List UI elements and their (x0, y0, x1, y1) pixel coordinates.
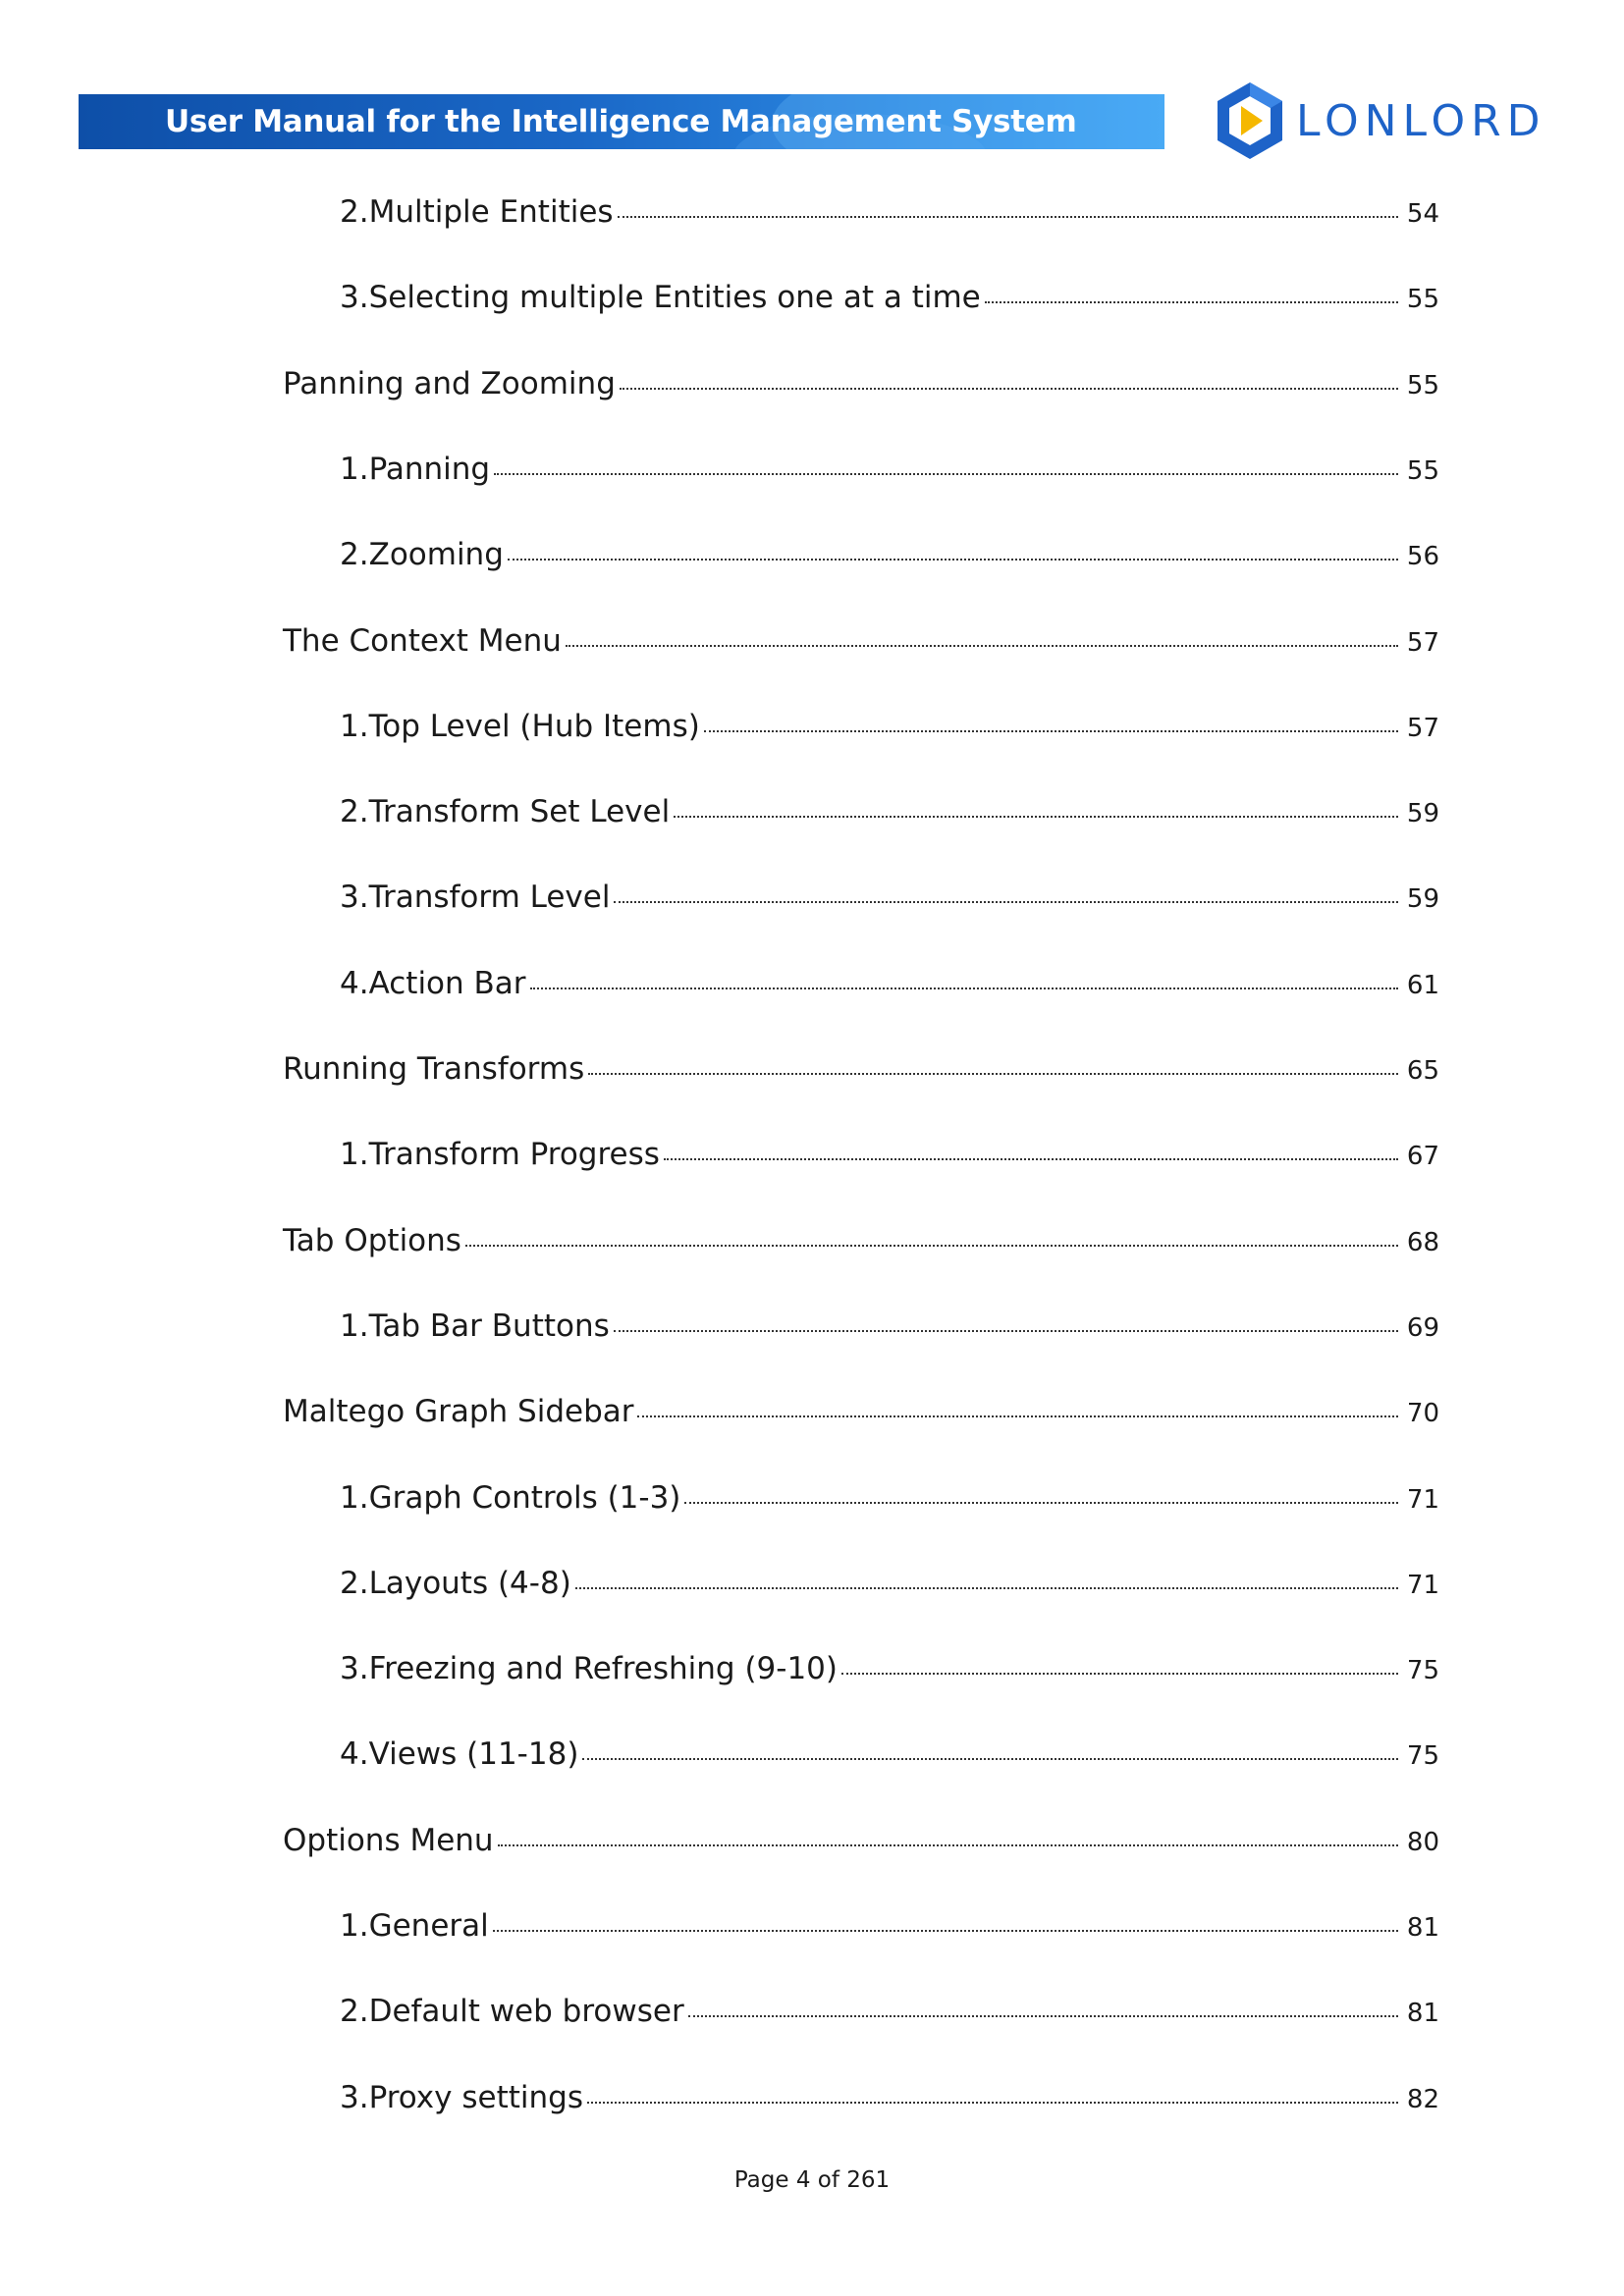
toc-entry-page-number: 65 (1406, 1056, 1439, 1086)
toc-entry-page-number: 57 (1406, 713, 1439, 743)
toc-entry-page-number: 55 (1406, 455, 1439, 486)
toc-entry[interactable] (340, 880, 1439, 923)
toc-entry-page-number: 71 (1406, 1484, 1439, 1515)
toc-entry[interactable] (283, 1823, 1439, 1866)
toc-entry-title: 2.Transform Set Level (340, 794, 671, 830)
dot-leader (575, 1586, 1398, 1589)
dot-leader (674, 815, 1398, 818)
toc-entry-title: 1.Transform Progress (340, 1137, 660, 1173)
header-banner (79, 94, 1164, 149)
lonlord-logo (1214, 80, 1567, 161)
toc-entry-title: Running Transforms (283, 1051, 585, 1087)
dot-leader (664, 1157, 1398, 1160)
toc-entry-title: 1.Panning (340, 451, 491, 487)
toc-entry-title: 3.Freezing and Refreshing (9-10) (340, 1651, 839, 1687)
toc-entry-page-number: 57 (1406, 627, 1439, 658)
toc-entry-title: Maltego Graph Sidebar (283, 1394, 634, 1430)
toc-entry-page-number: 71 (1406, 1570, 1439, 1600)
toc-entry-page-number: 81 (1406, 1999, 1439, 2029)
dot-leader (508, 558, 1398, 561)
toc-entry[interactable] (283, 1394, 1439, 1437)
toc-entry[interactable] (340, 709, 1439, 752)
toc-entry-page-number: 80 (1406, 1827, 1439, 1857)
toc-entry-title: 1.Graph Controls (1-3) (340, 1479, 681, 1516)
toc-entry[interactable] (340, 1480, 1439, 1523)
toc-entry[interactable] (340, 1908, 1439, 1951)
toc-entry-title: 4.Views (11-18) (340, 1736, 579, 1773)
toc-entry-title: 3.Proxy settings (340, 2079, 583, 2115)
dot-leader (582, 1757, 1398, 1760)
toc-entry[interactable] (340, 1566, 1439, 1609)
document-title: User Manual for the Intelligence Management System (165, 104, 1077, 139)
toc-entry-page-number: 55 (1406, 285, 1439, 315)
toc-entry[interactable] (340, 280, 1439, 323)
toc-entry[interactable] (340, 194, 1439, 238)
toc-entry-page-number: 59 (1406, 799, 1439, 829)
toc-entry[interactable] (340, 452, 1439, 495)
dot-leader (587, 2101, 1398, 2104)
dot-leader (614, 900, 1398, 903)
toc-entry[interactable] (340, 966, 1439, 1009)
page-number-footer: Page 4 of 261 (733, 2167, 891, 2193)
toc-entry[interactable] (340, 1137, 1439, 1180)
toc-entry-title: 2.Layouts (4-8) (340, 1565, 571, 1601)
toc-entry-title: The Context Menu (283, 622, 562, 659)
dot-leader (684, 1501, 1398, 1504)
toc-entry-page-number: 59 (1406, 884, 1439, 915)
toc-entry-title: 2.Multiple Entities (340, 194, 614, 230)
dot-leader (618, 215, 1398, 218)
toc-entry[interactable] (340, 2080, 1439, 2123)
dot-leader (985, 300, 1398, 303)
toc-entry[interactable] (340, 1308, 1439, 1352)
dot-leader (620, 387, 1398, 390)
toc-entry[interactable] (283, 623, 1439, 667)
toc-entry-title: Tab Options (283, 1222, 461, 1258)
toc-entry-title: 1.General (340, 1908, 489, 1944)
dot-leader (688, 2014, 1398, 2017)
dot-leader (637, 1415, 1398, 1417)
toc-entry[interactable] (340, 1994, 1439, 2037)
toc-entry[interactable] (283, 1051, 1439, 1095)
toc-entry[interactable] (340, 794, 1439, 837)
toc-entry-title: 3.Transform Level (340, 880, 611, 916)
toc-entry[interactable] (340, 1736, 1439, 1780)
toc-entry[interactable] (283, 1223, 1439, 1266)
toc-entry-page-number: 70 (1406, 1399, 1439, 1429)
dot-leader (614, 1329, 1398, 1332)
dot-leader (704, 729, 1398, 732)
toc-entry-page-number: 69 (1406, 1312, 1439, 1343)
toc-entry[interactable] (340, 1651, 1439, 1694)
logo-text: LONLORD (1296, 96, 1546, 146)
dot-leader (588, 1072, 1398, 1075)
toc-entry-page-number: 68 (1406, 1227, 1439, 1257)
toc-entry-title: 2.Default web browser (340, 1994, 684, 2030)
toc-entry-title: Options Menu (283, 1822, 494, 1858)
toc-entry[interactable] (283, 366, 1439, 409)
toc-entry-page-number: 81 (1406, 1913, 1439, 1943)
dot-leader (493, 1929, 1398, 1932)
toc-entry-page-number: 61 (1406, 970, 1439, 1000)
toc-entry-title: 3.Selecting multiple Entities one at a time (340, 280, 981, 316)
toc-entry[interactable] (340, 537, 1439, 580)
dot-leader (841, 1672, 1398, 1675)
toc-entry-title: 1.Top Level (Hub Items) (340, 708, 700, 744)
dot-leader (566, 644, 1398, 647)
toc-entry-page-number: 75 (1406, 1656, 1439, 1686)
lonlord-hexagon-logo-icon (1214, 80, 1286, 161)
toc-entry-page-number: 82 (1406, 2084, 1439, 2114)
dot-leader (494, 472, 1398, 475)
toc-entry-title: 2.Zooming (340, 537, 504, 573)
dot-leader (530, 987, 1398, 989)
toc-entry-title: Panning and Zooming (283, 365, 616, 401)
toc-entry-page-number: 75 (1406, 1741, 1439, 1772)
toc-entry-page-number: 56 (1406, 542, 1439, 572)
toc-entry-page-number: 67 (1406, 1142, 1439, 1172)
toc-entry-title: 4.Action Bar (340, 965, 526, 1001)
toc-entry-page-number: 55 (1406, 370, 1439, 400)
dot-leader (498, 1843, 1398, 1846)
toc-entry-page-number: 54 (1406, 199, 1439, 229)
dot-leader (465, 1244, 1398, 1247)
toc-entry-title: 1.Tab Bar Buttons (340, 1308, 610, 1344)
